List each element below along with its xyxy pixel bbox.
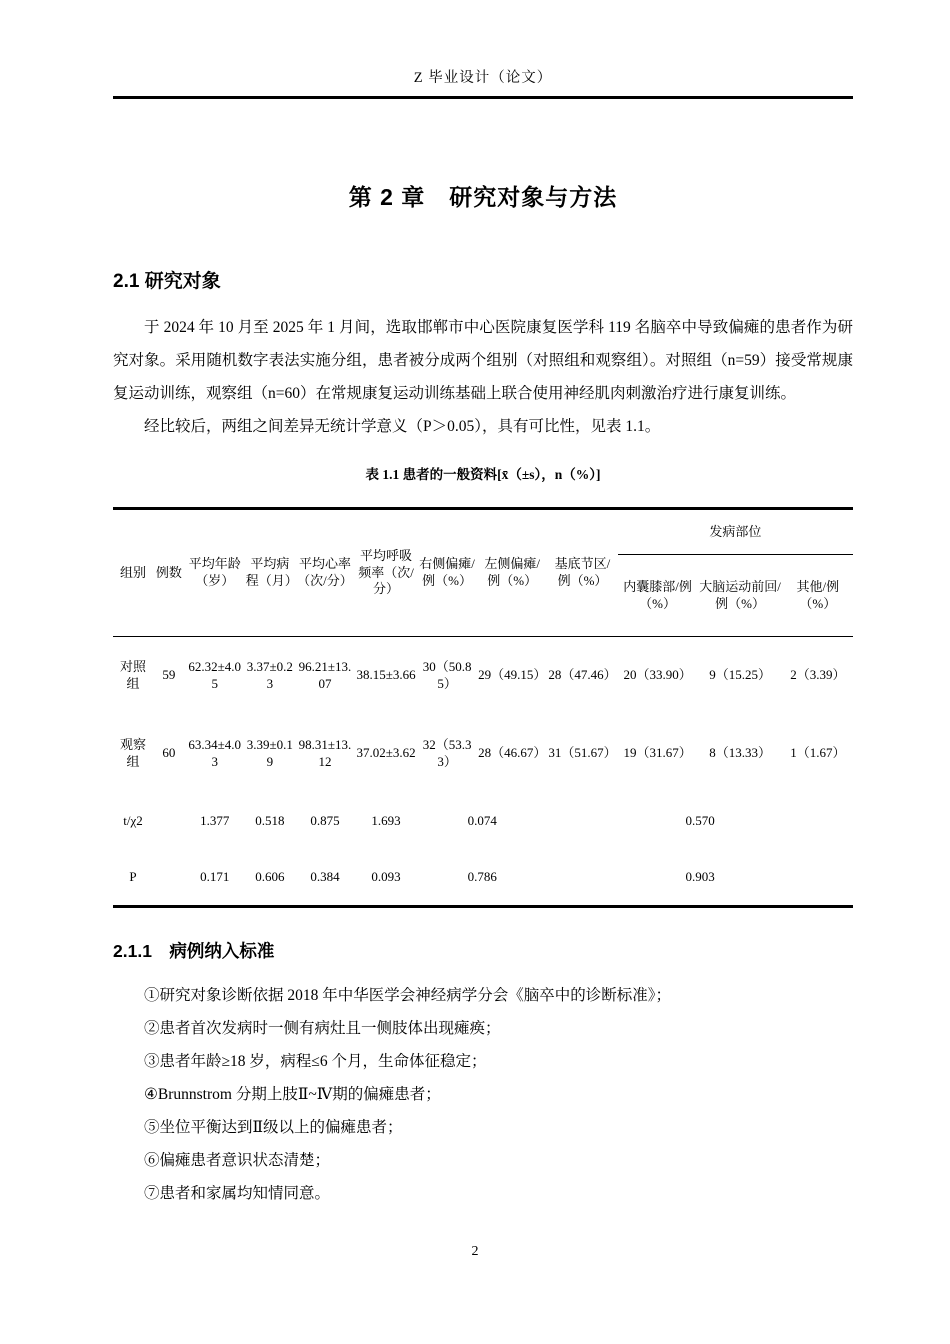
col-header-resp-rate: 平均呼吸频率（次/分）	[355, 509, 417, 637]
cell-internal-capsule: 20（33.90）	[623, 667, 692, 683]
cell-stat-onset-site: 0.903	[685, 868, 715, 884]
cell-stat-age: 1.377	[200, 812, 230, 828]
table-row-p-value	[113, 850, 853, 907]
cell-stat-course: 0.606	[255, 868, 285, 884]
table-header-row-1	[113, 509, 853, 555]
col-header-heart-rate: 平均心率（次/分）	[295, 509, 355, 637]
cell-group-name: 对照组	[119, 658, 146, 691]
cell-cases: 60	[162, 745, 176, 761]
cell-stat-heart-rate: 0.384	[310, 868, 340, 884]
section-2-1-paragraph-1: 于 2024 年 10 月至 2025 年 1 月间，选取邯郸市中心医院康复医学科 119 名脑卒中导致偏瘫的患者作为研究对象。采用随机数字表法实施分组，患者被分成两个组别（对照组和观察组）。对照组（n=59）接受常规康复运动训练，观察组（n=60）在常规康复运动训练基础上联合使用神经肌肉刺激治疗进行康复训练。	[113, 319, 853, 402]
cell-stat-label: P	[129, 868, 137, 884]
col-header-age: 平均年龄（岁）	[185, 509, 245, 637]
col-header-internal-capsule: 内囊膝部/例（%）	[618, 555, 698, 637]
cell-cases: 59	[162, 667, 176, 683]
col-header-onset-site-group: 发病部位	[618, 509, 853, 555]
col-header-group: 组别	[113, 509, 153, 637]
cell-group-name: 观察组	[119, 736, 146, 769]
col-header-right-hemiplegia: 右侧偏瘫/例（%）	[417, 509, 477, 637]
criteria-item-7: ⑦患者和家属均知情同意。	[144, 1185, 331, 1202]
cell-heart-rate: 96.21±13.07	[298, 658, 352, 691]
cell-motor-cortex: 9（15.25）	[709, 667, 771, 683]
col-header-left-hemiplegia: 左侧偏瘫/例（%）	[477, 509, 547, 637]
section-2-1-heading: 2.1 研究对象	[113, 271, 221, 292]
cell-right-hemiplegia: 30（50.85）	[422, 658, 472, 691]
cell-empty	[153, 793, 185, 850]
cell-motor-cortex: 8（13.33）	[709, 745, 771, 761]
criteria-item-1: ①研究对象诊断依据 2018 年中华医学会神经病学分会《脑卒中的诊断标准》；	[144, 987, 672, 1004]
cell-internal-capsule: 19（31.67）	[623, 745, 692, 761]
col-header-other-site: 其他/例（%）	[783, 555, 853, 637]
criteria-item-6: ⑥偏瘫患者意识状态清楚；	[144, 1152, 331, 1169]
cell-other-site: 2（3.39）	[790, 667, 846, 683]
patients-general-data-table	[113, 507, 853, 908]
cell-basal-ganglia: 31（51.67）	[548, 745, 617, 761]
cell-empty	[153, 850, 185, 907]
table-row-t-chi2	[113, 793, 853, 850]
cell-stat-resp-rate: 0.093	[371, 868, 401, 884]
cell-stat-resp-rate: 1.693	[371, 812, 401, 828]
cell-heart-rate: 98.31±13.12	[298, 736, 352, 769]
cell-course: 3.39±0.19	[246, 736, 293, 769]
cell-stat-hemiplegia: 0.074	[467, 812, 497, 828]
cell-age: 62.32±4.05	[188, 658, 242, 691]
criteria-item-4: ④Brunnstrom 分期上肢Ⅱ~Ⅳ期的偏瘫患者；	[144, 1086, 441, 1103]
cell-resp-rate: 38.15±3.66	[356, 667, 416, 683]
running-header-text: Z 毕业设计（论文）	[413, 70, 553, 86]
page-number: 2	[471, 1244, 479, 1259]
cell-right-hemiplegia: 32（53.33）	[422, 736, 472, 769]
cell-resp-rate: 37.02±3.62	[356, 745, 416, 761]
col-header-basal-ganglia: 基底节区/例（%）	[547, 509, 617, 637]
cell-left-hemiplegia: 28（46.67）	[478, 745, 547, 761]
cell-stat-hemiplegia: 0.786	[467, 868, 497, 884]
cell-basal-ganglia: 28（47.46）	[548, 667, 617, 683]
section-2-1-paragraph-2: 经比较后，两组之间差异无统计学意义（P＞0.05），具有可比性，见表 1.1。	[144, 418, 661, 435]
cell-stat-label: t/χ2	[123, 812, 143, 828]
cell-age: 63.34±4.03	[188, 736, 242, 769]
cell-left-hemiplegia: 29（49.15）	[478, 667, 547, 683]
col-header-cases: 例数	[153, 509, 185, 637]
criteria-item-5: ⑤坐位平衡达到Ⅱ级以上的偏瘫患者；	[144, 1119, 403, 1136]
cell-course: 3.37±0.23	[246, 658, 293, 691]
cell-stat-age: 0.171	[200, 868, 230, 884]
inclusion-criteria-list	[113, 979, 853, 1210]
cell-stat-heart-rate: 0.875	[310, 812, 340, 828]
cell-other-site: 1（1.67）	[790, 745, 846, 761]
chapter-title: 第 2 章 研究对象与方法	[348, 184, 618, 210]
table-caption: 表 1.1 患者的一般资料[x̄（±s），n（%）]	[365, 467, 601, 482]
cell-stat-onset-site: 0.570	[685, 812, 715, 828]
table-row-observation-group	[113, 715, 853, 793]
cell-stat-course: 0.518	[255, 812, 285, 828]
criteria-item-2: ②患者首次发病时一侧有病灶且一侧肢体出现瘫痪；	[144, 1020, 501, 1037]
col-header-motor-cortex: 大脑运动前回/例（%）	[698, 555, 783, 637]
table-row-control-group	[113, 637, 853, 715]
running-header	[113, 66, 853, 99]
subsection-2-1-1-heading: 2.1.1 病例纳入标准	[113, 941, 275, 961]
col-header-course: 平均病程（月）	[245, 509, 295, 637]
criteria-item-3: ③患者年龄≥18 岁，病程≤6 个月，生命体征稳定；	[144, 1053, 487, 1070]
